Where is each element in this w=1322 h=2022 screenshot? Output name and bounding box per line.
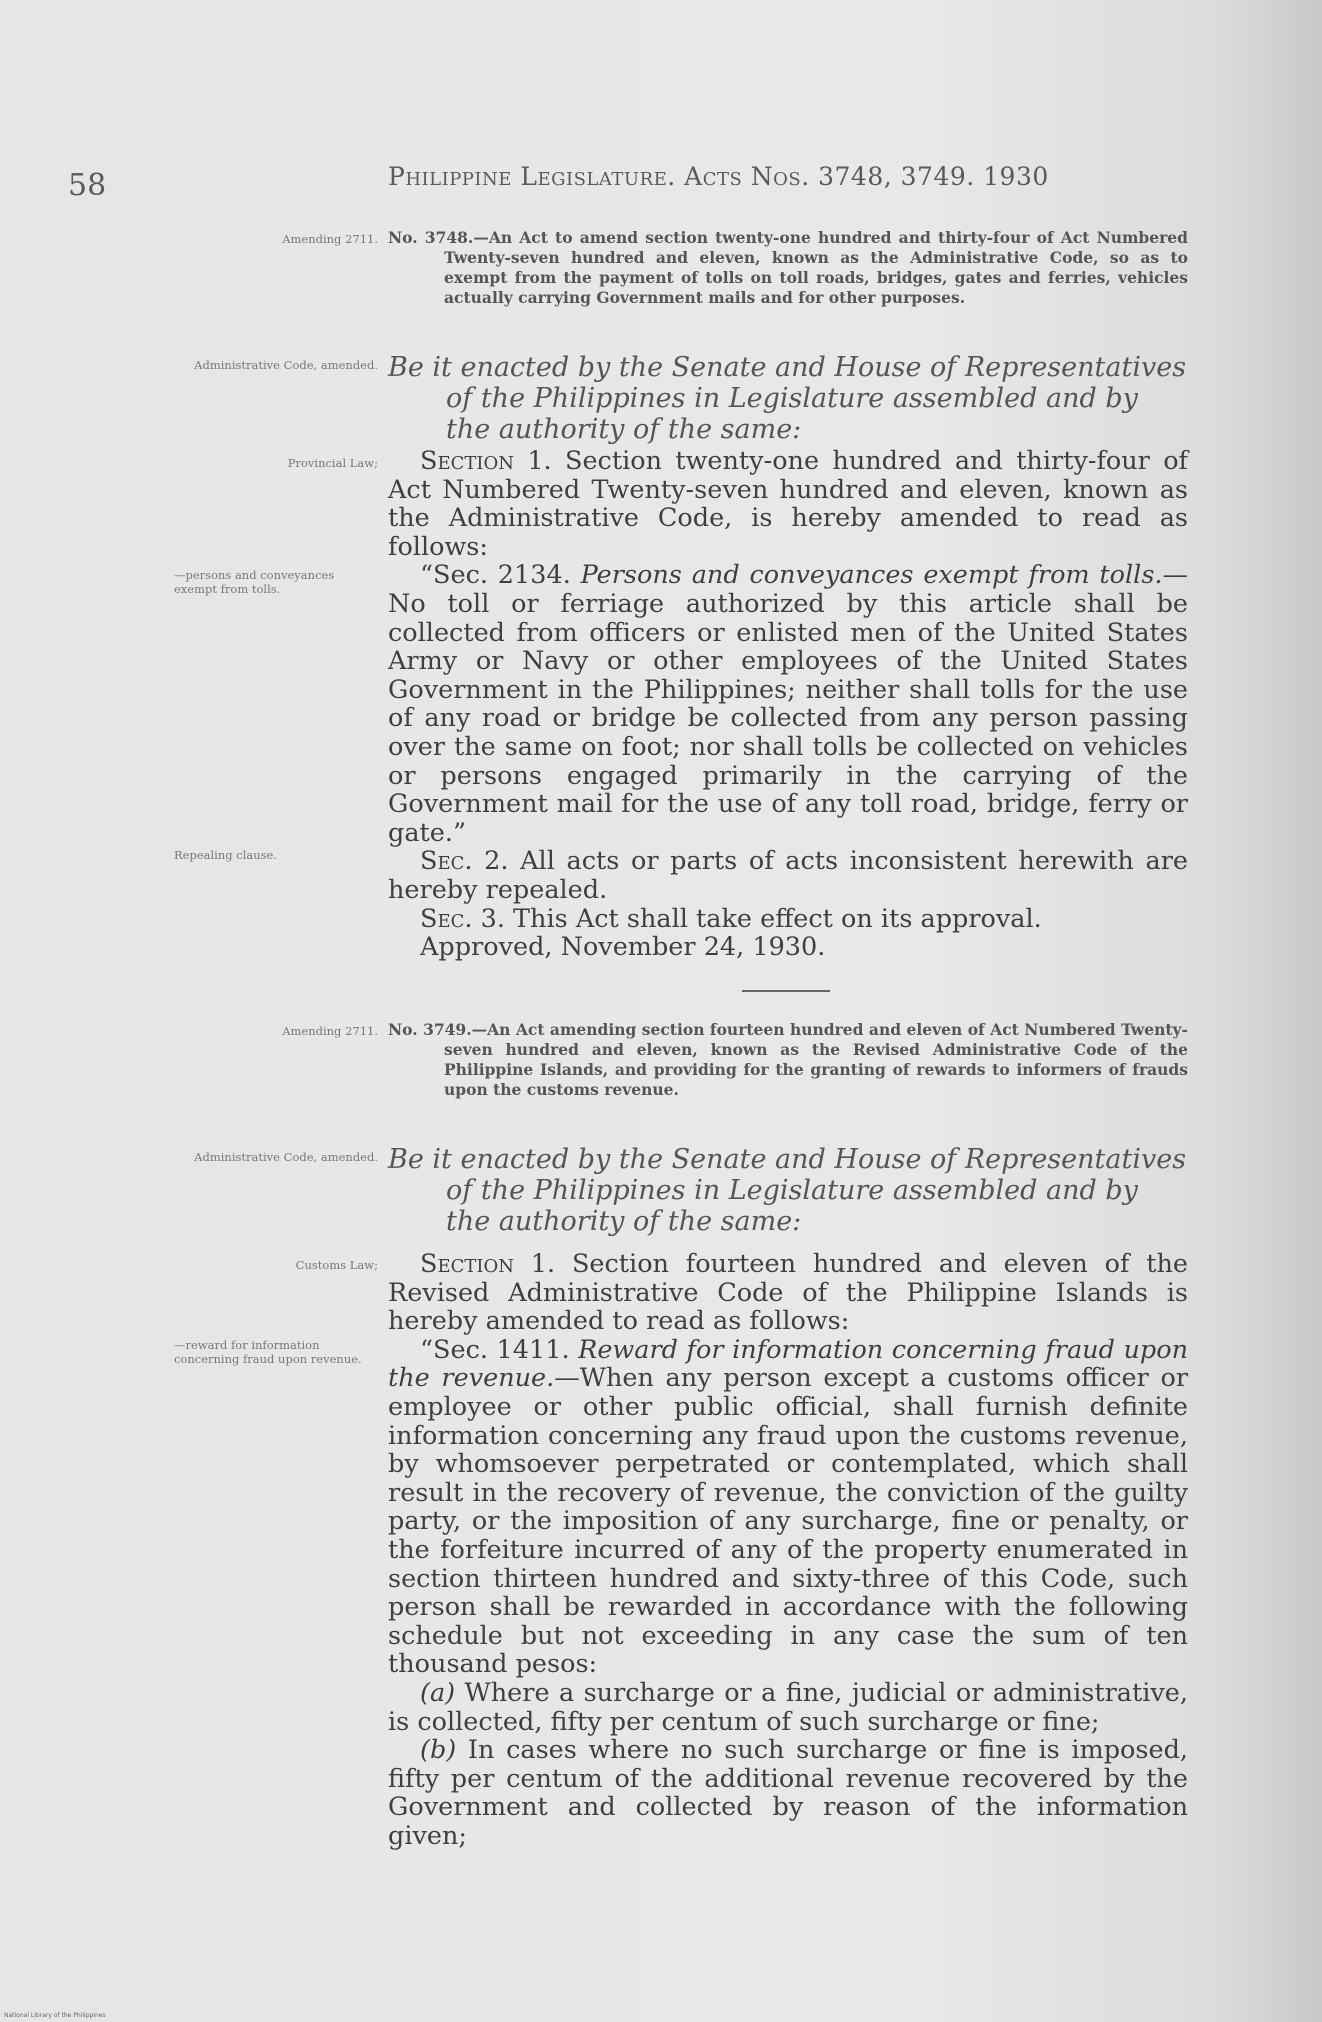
running-head: Philippine Legislature. Acts Nos. 3748, 3749. 1930 xyxy=(388,162,1049,191)
section-text: This Act shall take effect on its approval. xyxy=(513,903,1042,934)
section-text: Section fourteen hundred and eleven of the Revised Administrative Code of the Philippine Islands is hereby amended to read as follows: xyxy=(388,1249,1188,1337)
item-text: In cases where no such surcharge or fine is imposed, fifty per centum of the additional revenue recovered by the Government and collected by reason of the information given; xyxy=(388,1735,1188,1851)
margin-note-repealing: Repealing clause. xyxy=(174,848,278,862)
section-text: —No toll or ferriage authorized by this article shall be collected from officers or enlisted men of the United States Army or Navy or other employees of the United States Government in the Philippines; neither shall tolls for the use of any road or bridge be collected from any person passing over the same on foot; nor shall tolls be collected on vehicles or persons engaged primarily in the carrying of the Government mail for the use of any toll road, bridge, ferry or gate.” xyxy=(388,560,1189,848)
act-3749-enacting-clause: Be it enacted by the Senate and House of Representatives of the Philippines in Legislature assembled and by the authority of the same: xyxy=(388,1144,1187,1237)
act-3749-section-1 xyxy=(388,1250,1188,1336)
act-3748-approved: Approved, November 24, 1930. xyxy=(420,932,826,963)
section-label: Sec. 3. xyxy=(420,903,505,934)
margin-note-admin-code: Administrative Code, amended. xyxy=(194,1150,378,1164)
margin-note-amending: Amending 2711. xyxy=(282,232,378,246)
act-3749-item-b xyxy=(388,1736,1188,1850)
act-3748-body xyxy=(388,447,1188,962)
act-3748-title-text: No. 3748.—An Act to amend section twenty-one hundred and thirty-four of Act Numbered Twenty-seven hundred and eleven, known as the Administrative Code, so as to exempt from the payment of tolls on toll roads, bridges, gates and ferries, vehicles actually carrying Government mails and for other purposes. xyxy=(388,228,1188,307)
section-heading: Persons and conveyances exempt from tolls. xyxy=(580,560,1163,591)
item-label: (a) xyxy=(420,1677,456,1708)
section-heading: Reward for information concerning fraud upon the revenue. xyxy=(388,1334,1188,1394)
act-3749-item-a xyxy=(388,1679,1188,1736)
act-3749-body xyxy=(388,1250,1188,1850)
margin-note-admin-code: Administrative Code, amended. xyxy=(194,358,378,372)
section-text: —When any person except a customs officer or employee or other public official, shall furnish definite information concerning any fraud upon the customs revenue, by whomsoever perpetrated or contemplated, which shall result in the recovery of revenue, the conviction of the guilty party, or the imposition of any surcharge, fine or penalty, or the forfeiture incurred of any of the property enumerated in section thirteen hundred and sixty-three of this Code, such person shall be rewarded in accordance with the following schedule but not exceeding in any case the sum of ten thousand pesos: xyxy=(388,1363,1189,1680)
margin-note-provincial-law: Provincial Law; xyxy=(287,456,378,470)
act-3748-section-3 xyxy=(388,905,1188,934)
act-3748-title xyxy=(388,228,1188,308)
footer-stamp: National Library of the Philippines xyxy=(4,2012,106,2019)
section-label: “Sec. 1411. xyxy=(420,1334,570,1365)
section-label: Sec. 2. xyxy=(420,846,509,877)
section-divider xyxy=(742,990,830,992)
margin-note-customs-law: Customs Law; xyxy=(295,1258,378,1272)
act-3749-title-text: No. 3749.—An Act amending section fourteen hundred and eleven of Act Numbered Twenty-seven hundred and eleven, known as the Revised Administrative Code of the Philippine Islands, and providing for the granting of rewards to informers of frauds upon the customs revenue. xyxy=(388,1020,1188,1099)
margin-note-reward: —reward for information concerning fraud upon revenue. xyxy=(174,1338,362,1366)
act-3748-section-1 xyxy=(388,447,1188,561)
margin-note-amending: Amending 2711. xyxy=(282,1024,378,1038)
section-label: “Sec. 2134. xyxy=(420,560,571,591)
item-label: (b) xyxy=(420,1735,457,1766)
act-3748-section-2134 xyxy=(388,561,1188,847)
section-text: Section twenty-one hundred and thirty-four of Act Numbered Twenty-seven hundred and eleven, known as the Administrative Code, is hereby amended to read as follows: xyxy=(388,446,1188,562)
section-label: Section 1. xyxy=(420,446,552,476)
page-number: 58 xyxy=(68,168,107,203)
item-text: Where a surcharge or a fine, judicial or administrative, is collected, fifty per centum of such surcharge or fine; xyxy=(388,1677,1188,1737)
act-3748-enacting-clause: Be it enacted by the Senate and House of Representatives of the Philippines in Legislature assembled and by the authority of the same: xyxy=(388,352,1187,445)
section-label: Section 1. xyxy=(420,1249,556,1279)
act-3748-section-2 xyxy=(388,847,1188,904)
act-3749-section-1411 xyxy=(388,1336,1188,1679)
margin-note-persons-exempt: —persons and conveyances exempt from tolls. xyxy=(174,568,335,596)
act-3749-title xyxy=(388,1020,1188,1100)
section-text: All acts or parts of acts inconsistent herewith are hereby repealed. xyxy=(388,846,1188,905)
